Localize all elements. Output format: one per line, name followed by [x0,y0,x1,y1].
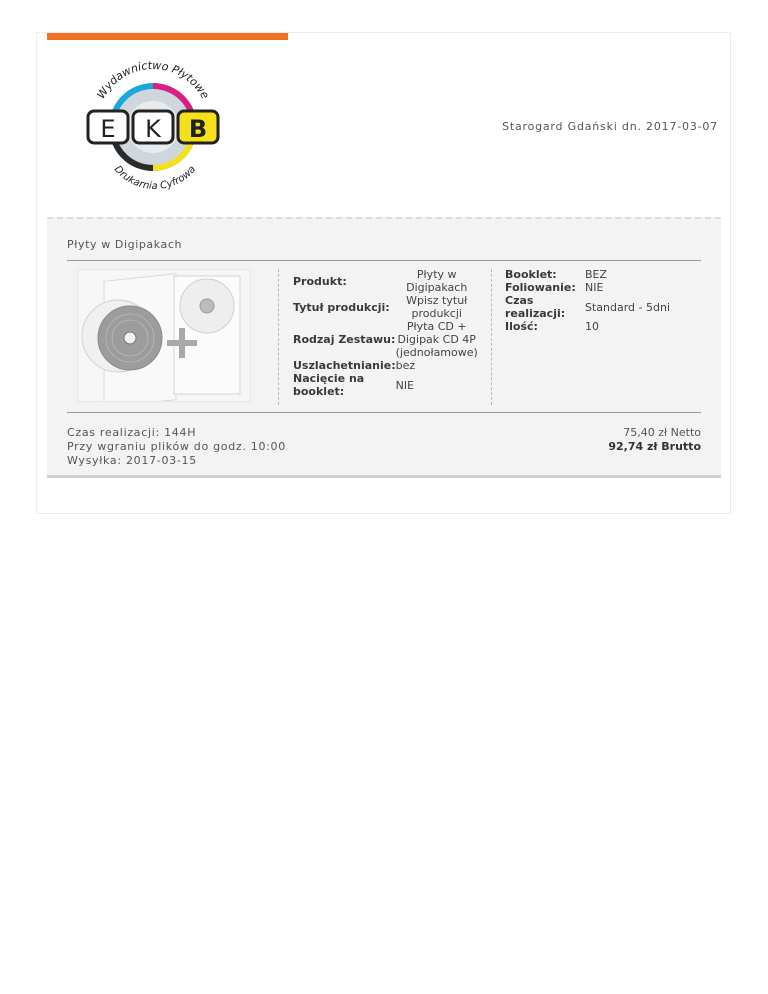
spec-label: Czas realizacji: [505,294,566,320]
logo-arc-top: Wydawnictwo Płytowe [94,58,212,102]
spec-row-produkt [293,268,478,294]
spec-label: Produkt: [293,274,347,288]
column-separator [491,269,492,405]
spec-row-uszlachetnianie [293,359,478,372]
spec-row-foliowanie [505,281,670,294]
dateline: Starogard Gdański dn. 2017-03-07 [502,120,718,133]
spec-label: Booklet: [505,268,557,281]
order-item-title: Płyty w Digipakach [67,238,183,251]
spec-value: Płyta CD + Digipak CD 4P (jednołamowe) [395,320,478,359]
spec-value: BEZ [585,268,608,281]
spec-value: NIE [395,378,415,392]
spec-label: Uszlachetnianie: [293,359,396,372]
spec-row-rodzaj-zestawu [293,320,478,359]
delivery-time: Czas realizacji: 144H [67,426,197,439]
spec-row-ilosc [505,320,670,333]
logo-letter-e: E [100,115,116,143]
ekb-logo [83,53,223,193]
price-netto: 75,40 zł Netto [623,426,701,439]
spec-label: Nacięcie na booklet: [293,372,365,398]
price-block [608,426,701,454]
spec-value: Wpisz tytuł produkcji [406,294,468,320]
accent-bar [47,33,288,40]
document-page [36,32,731,514]
logo-letter-b: B [188,115,208,143]
logo-letter-k: K [145,115,161,143]
divider-top [67,260,701,261]
spec-row-booklet [505,268,670,281]
spec-table-left [293,268,478,398]
delivery-info [67,426,286,468]
column-separator [278,269,279,405]
spec-table-right [505,268,670,333]
spec-value: Standard - 5dni [585,300,671,314]
spec-value: Płyty w Digipakach [406,268,468,294]
product-thumbnail [77,269,251,402]
spec-label: Tytuł produkcji: [293,300,390,314]
spec-label: Ilość: [505,320,538,333]
shipping-date: Wysyłka: 2017-03-15 [67,454,197,467]
spec-value: NIE [585,281,604,294]
spec-row-naciecie [293,372,478,398]
spec-row-czas-realizacji [505,294,670,320]
logo-arc-bottom: Drukarnia Cyfrowa [111,163,199,193]
spec-value: bez [395,359,416,372]
spec-label: Rodzaj Zestawu: [293,333,396,346]
order-item-panel [47,217,721,478]
upload-deadline: Przy wgraniu plików do godz. 10:00 [67,440,286,453]
divider-bottom [67,412,701,413]
price-brutto: 92,74 zł Brutto [608,440,701,453]
spec-row-tytul [293,294,478,320]
spec-value: 10 [585,320,599,333]
spec-label: Foliowanie: [505,281,576,294]
